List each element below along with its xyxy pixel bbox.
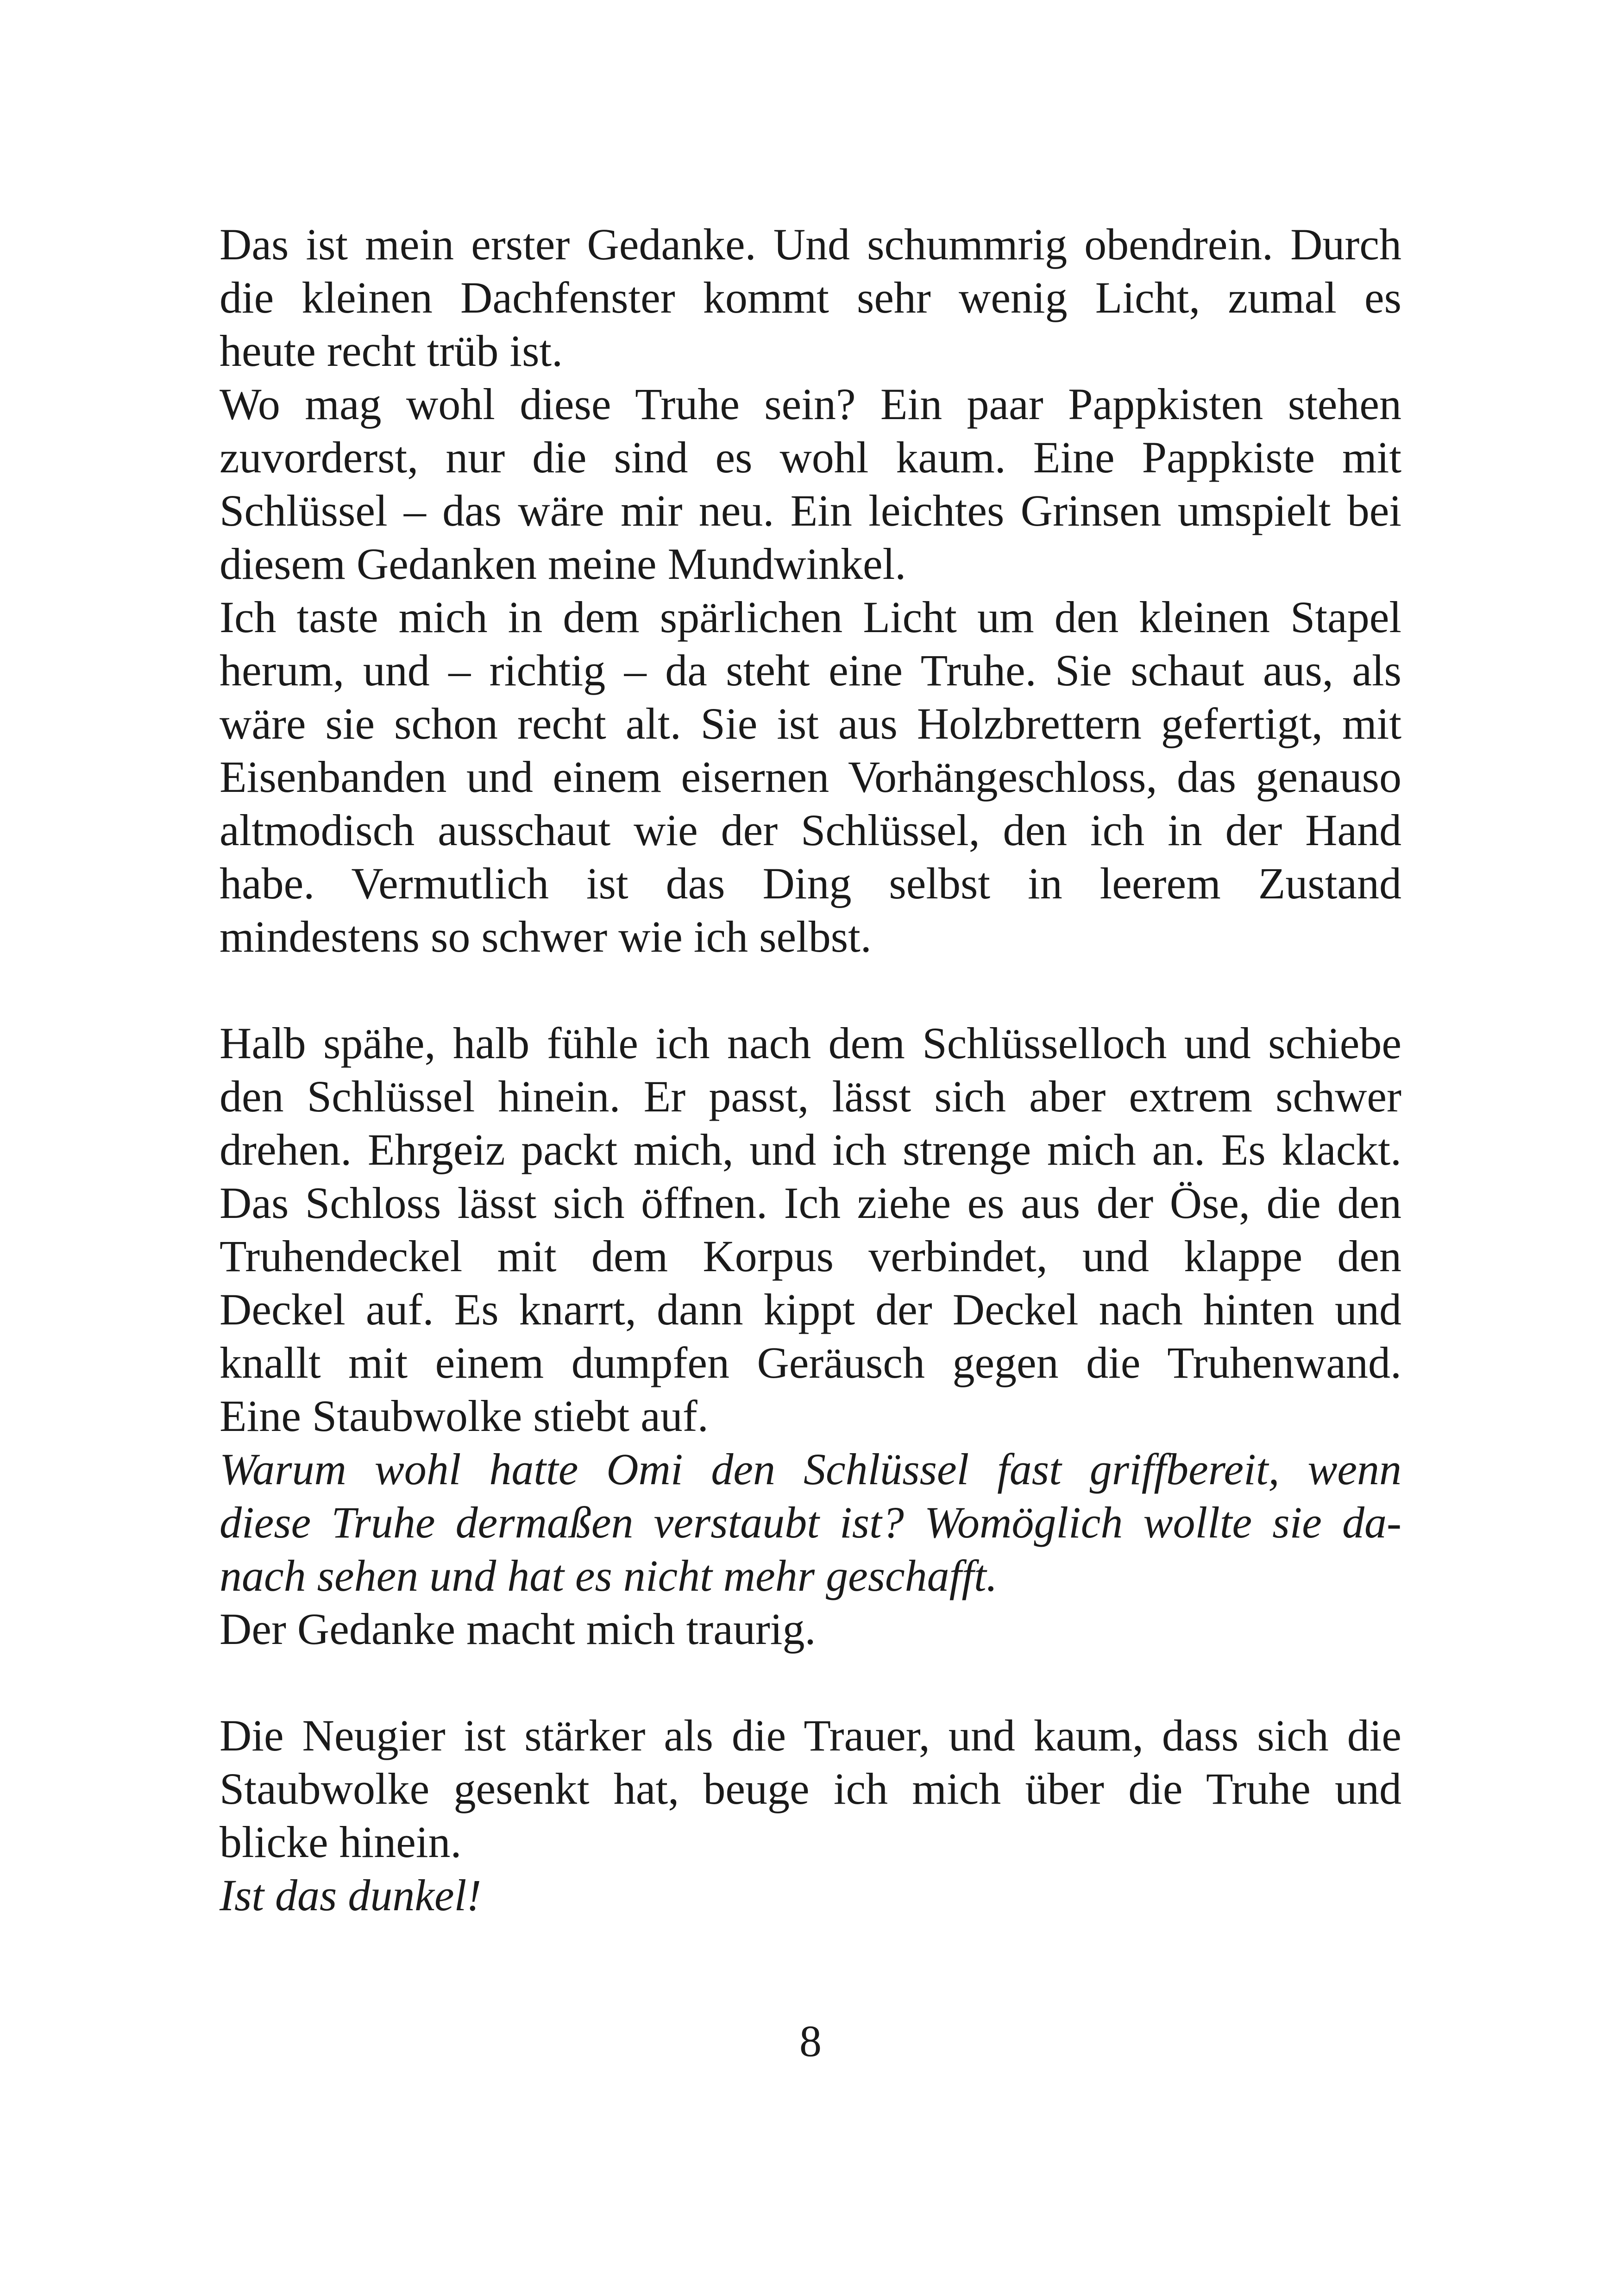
text-line: diese Truhe dermaßen verstaubt ist? Womöglich wollte sie da- bbox=[220, 1498, 1401, 1547]
page-number: 8 bbox=[799, 2016, 822, 2066]
text-line: Ist das dunkel! bbox=[220, 1870, 482, 1920]
italic-paragraph bbox=[220, 1443, 1401, 1602]
text-line: wäre sie schon recht alt. Sie ist aus Holzbrettern gefertigt, mit bbox=[220, 699, 1401, 748]
text-line: Der Gedanke macht mich traurig. bbox=[220, 1604, 816, 1654]
paragraph-spacer bbox=[220, 963, 1401, 1016]
paragraph-spacer bbox=[220, 1656, 1401, 1709]
paragraph bbox=[220, 377, 1401, 590]
text-line: Staubwolke gesenkt hat, beuge ich mich über die Truhe und bbox=[220, 1764, 1401, 1813]
text-line: die kleinen Dachfenster kommt sehr wenig Licht, zumal es bbox=[220, 273, 1401, 322]
text-line: knallt mit einem dumpfen Geräusch gegen die Truhenwand. bbox=[220, 1338, 1401, 1387]
text-line: Eine Staubwolke stiebt auf. bbox=[220, 1391, 709, 1441]
italic-paragraph bbox=[220, 1869, 1401, 1922]
paragraph bbox=[220, 1602, 1401, 1656]
text-line: Ich taste mich in dem spärlichen Licht um den kleinen Stapel bbox=[220, 592, 1401, 642]
text-line: blicke hinein. bbox=[220, 1817, 462, 1867]
text-line: Halb spähe, halb fühle ich nach dem Schlüsselloch und schiebe bbox=[220, 1018, 1401, 1068]
text-line: Schlüssel – das wäre mir neu. Ein leichtes Grinsen umspielt bei bbox=[220, 486, 1401, 535]
paragraph bbox=[220, 218, 1401, 377]
text-line: diesem Gedanken meine Mundwinkel. bbox=[220, 539, 906, 589]
text-line: zuvorderst, nur die sind es wohl kaum. Eine Pappkiste mit bbox=[220, 433, 1401, 482]
paragraph bbox=[220, 1016, 1401, 1443]
text-line: habe. Vermutlich ist das Ding selbst in leerem Zustand bbox=[220, 859, 1401, 908]
text-line: mindestens so schwer wie ich selbst. bbox=[220, 912, 872, 961]
text-line: Wo mag wohl diese Truhe sein? Ein paar Pappkisten stehen bbox=[220, 379, 1401, 429]
text-line: Warum wohl hatte Omi den Schlüssel fast griffbereit, wenn bbox=[220, 1444, 1401, 1494]
paragraph bbox=[220, 1709, 1401, 1869]
text-line: heute recht trüb ist. bbox=[220, 326, 563, 376]
text-line: Eisenbanden und einem eisernen Vorhängeschloss, das genauso bbox=[220, 752, 1401, 802]
text-line: nach sehen und hat es nicht mehr geschafft. bbox=[220, 1551, 998, 1600]
text-line: Die Neugier ist stärker als die Trauer, und kaum, dass sich die bbox=[220, 1711, 1401, 1760]
text-line: Truhendeckel mit dem Korpus verbindet, und klappe den bbox=[220, 1231, 1401, 1281]
text-line: drehen. Ehrgeiz packt mich, und ich strenge mich an. Es klackt. bbox=[220, 1125, 1401, 1174]
text-line: altmodisch ausschaut wie der Schlüssel, den ich in der Hand bbox=[220, 805, 1401, 855]
text-line: herum, und – richtig – da steht eine Truhe. Sie schaut aus, als bbox=[220, 646, 1401, 695]
paragraph bbox=[220, 590, 1401, 963]
body-text bbox=[220, 218, 1401, 1922]
text-line: Das Schloss lässt sich öffnen. Ich ziehe es aus der Öse, die den bbox=[220, 1178, 1401, 1228]
text-line: Das ist mein erster Gedanke. Und schummrig obendrein. Durch bbox=[220, 220, 1401, 269]
text-line: den Schlüssel hinein. Er passt, lässt sich aber extrem schwer bbox=[220, 1072, 1401, 1121]
text-line: Deckel auf. Es knarrt, dann kippt der Deckel nach hinten und bbox=[220, 1285, 1401, 1334]
